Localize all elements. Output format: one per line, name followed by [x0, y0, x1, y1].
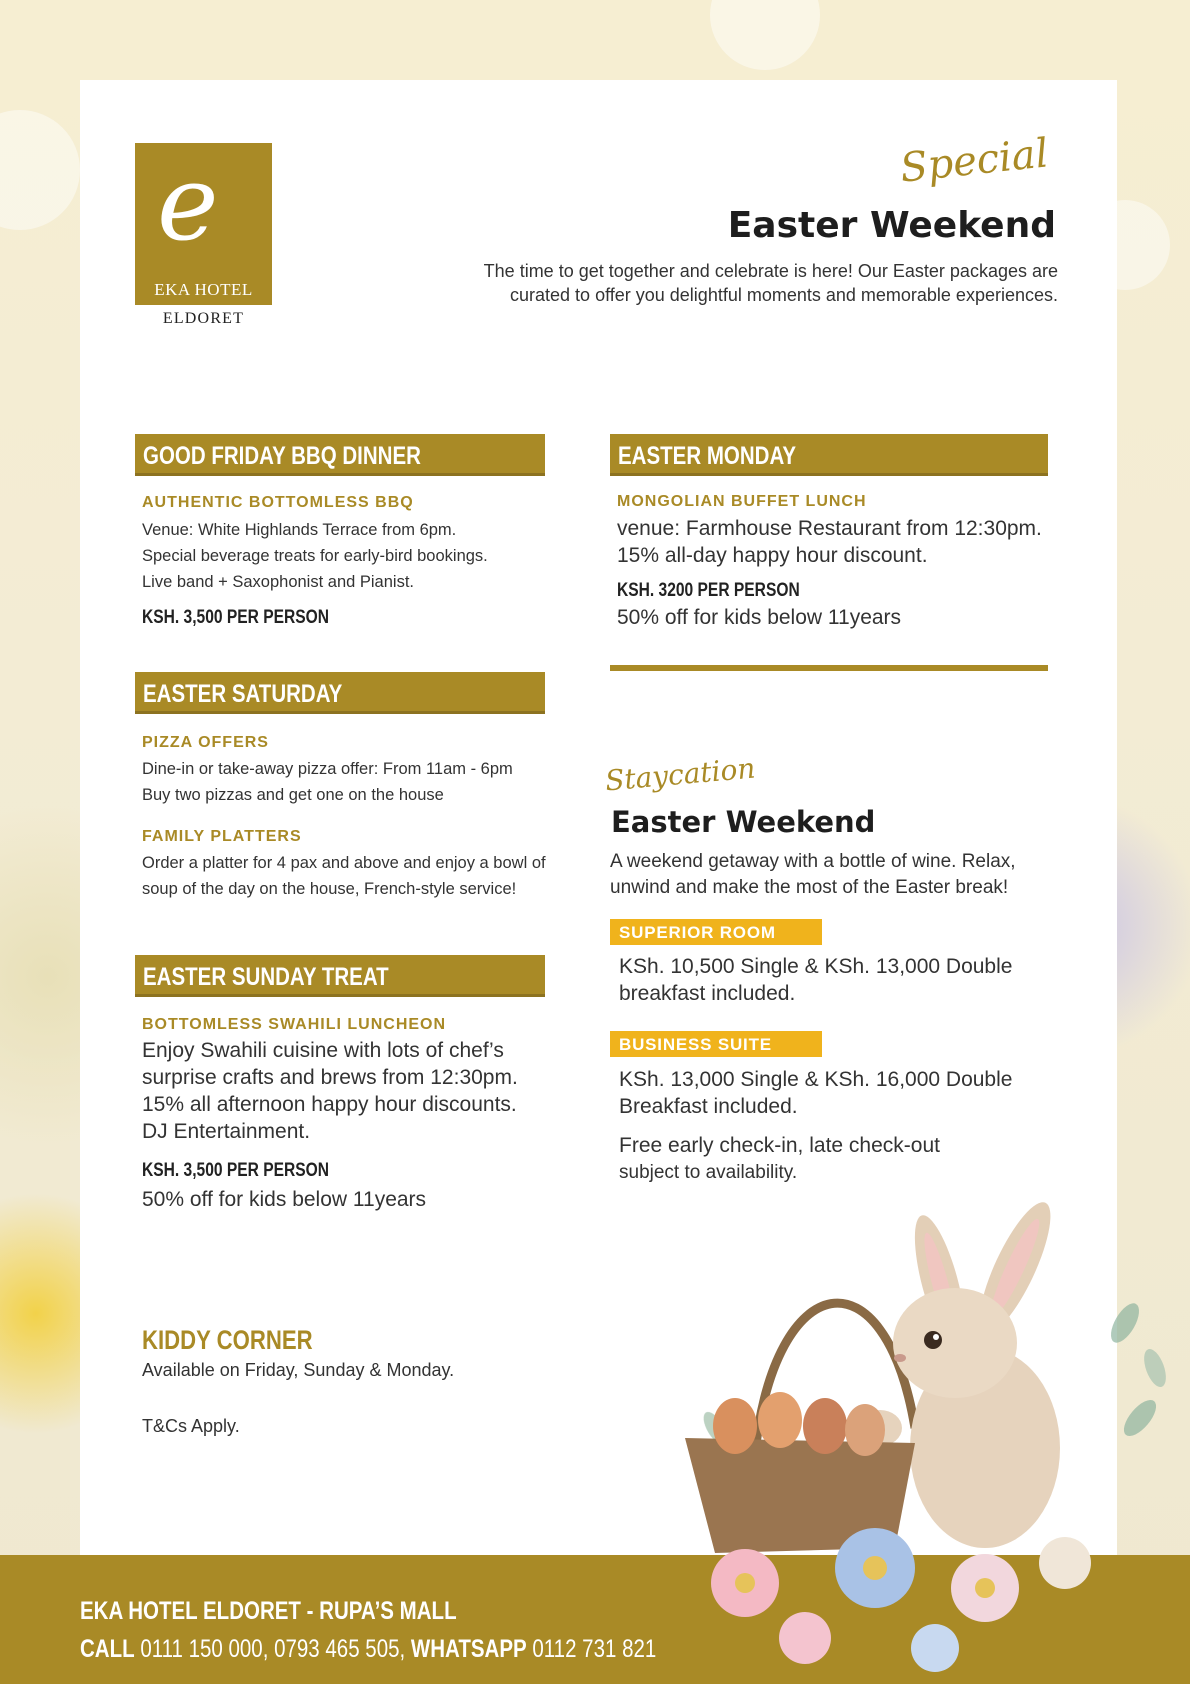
whatsapp-number: 0112 731 821 [526, 1635, 657, 1663]
call-numbers: 0111 150 000, 0793 465 505, [134, 1635, 411, 1663]
section-heading: EASTER MONDAY [618, 442, 797, 470]
script-special: Special [898, 130, 1051, 192]
intro-text [420, 259, 1058, 307]
logo-city: ELDORET [162, 310, 245, 327]
section-text [142, 850, 546, 902]
text-line: Special beverage treats for early-bird bookings. [142, 547, 488, 565]
text-line: Order a platter for 4 pax and above and enjoy a bowl of [142, 854, 546, 872]
text-line: KSh. 13,000 Single & KSh. 16,000 Double [619, 1068, 1013, 1091]
terms-note: T&Cs Apply. [142, 1416, 240, 1436]
section-bar-easter-saturday [135, 672, 545, 714]
text-line: venue: Farmhouse Restaurant from 12:30pm. [617, 517, 1042, 540]
kids-discount: 50% off for kids below 11years [142, 1188, 427, 1211]
text-line: 15% all-day happy hour discount. [617, 544, 928, 567]
text-line: surprise crafts and brews from 12:30pm. [142, 1066, 518, 1089]
tag-label: BUSINESS SUITE [619, 1035, 772, 1054]
kids-discount: 50% off for kids below 11years [617, 606, 902, 629]
text-line: Dine-in or take-away pizza offer: From 11am - 6pm [142, 760, 513, 778]
text-line: Enjoy Swahili cuisine with lots of chef’s [142, 1039, 504, 1062]
text-line: soup of the day on the house, French-style service! [142, 880, 517, 898]
kiddy-corner-heading: KIDDY CORNER [142, 1325, 313, 1355]
text-line: Live band + Saxophonist and Pianist. [142, 573, 414, 591]
subheading: MONGOLIAN BUFFET LUNCH [617, 493, 867, 510]
subheading: AUTHENTIC BOTTOMLESS BBQ [142, 494, 414, 511]
whatsapp-label: WHATSAPP [410, 1635, 527, 1663]
tag-business-suite [610, 1031, 822, 1057]
footer-location: EKA HOTEL ELDORET - RUPA’S MALL [80, 1597, 457, 1625]
section-text [142, 1037, 518, 1145]
section-heading: GOOD FRIDAY BBQ DINNER [143, 442, 421, 470]
divider-rule [610, 665, 1048, 671]
price-label: KSH. 3,500 PER PERSON [142, 1160, 330, 1181]
subheading: PIZZA OFFERS [142, 734, 269, 751]
intro-line: curated to offer you delightful moments and memorable experiences. [510, 285, 1058, 305]
business-suite-details [619, 1066, 1012, 1120]
text-line: Free early check-in, late check-out [619, 1134, 940, 1157]
section-heading: EASTER SUNDAY TREAT [143, 963, 389, 991]
text-line: DJ Entertainment. [142, 1120, 311, 1143]
section-text [142, 756, 513, 808]
bokeh-light [0, 110, 80, 230]
kiddy-corner-text: Available on Friday, Sunday & Monday. [142, 1360, 455, 1380]
section-heading: EASTER SATURDAY [143, 680, 343, 708]
intro-line: The time to get together and celebrate is here! Our Easter packages are [483, 261, 1058, 281]
logo-name: EKA HOTEL [154, 280, 253, 299]
tag-superior-room [610, 919, 822, 945]
text-line: unwind and make the most of the Easter break! [610, 877, 1009, 898]
section-bar-good-friday [135, 434, 545, 476]
subheading: BOTTOMLESS SWAHILI LUNCHEON [142, 1016, 447, 1033]
superior-room-details [619, 953, 1012, 1007]
section-text [142, 517, 488, 595]
section-bar-easter-monday [610, 434, 1048, 476]
page-title: Easter Weekend [727, 205, 1056, 246]
section-bar-easter-sunday [135, 955, 545, 997]
footer-contact [80, 1635, 656, 1664]
subheading: FAMILY PLATTERS [142, 828, 302, 845]
tag-label: SUPERIOR ROOM [619, 923, 776, 942]
price-label: KSH. 3200 PER PERSON [617, 580, 800, 601]
text-line: Venue: White Highlands Terrace from 6pm. [142, 521, 457, 539]
text-line: A weekend getaway with a bottle of wine. Relax, [610, 851, 1016, 872]
text-line: KSh. 10,500 Single & KSh. 13,000 Double [619, 955, 1013, 978]
price-label: KSH. 3,500 PER PERSON [142, 607, 330, 628]
easter-bunny-illustration [685, 1168, 1190, 1684]
staycation-title: Easter Weekend [611, 805, 876, 839]
text-line: Buy two pizzas and get one on the house [142, 786, 444, 804]
text-line: 15% all afternoon happy hour discounts. [142, 1093, 517, 1116]
section-text [617, 515, 1042, 569]
hotel-logo [135, 143, 272, 305]
logo-letter: e [157, 142, 219, 264]
text-line: breakfast included. [619, 982, 796, 1005]
text-line: subject to availability. [619, 1162, 798, 1183]
text-line: Breakfast included. [619, 1095, 798, 1118]
staycation-intro [610, 849, 1016, 901]
call-label: CALL [80, 1635, 135, 1663]
script-staycation: Staycation [603, 751, 757, 798]
bokeh-light [710, 0, 820, 70]
